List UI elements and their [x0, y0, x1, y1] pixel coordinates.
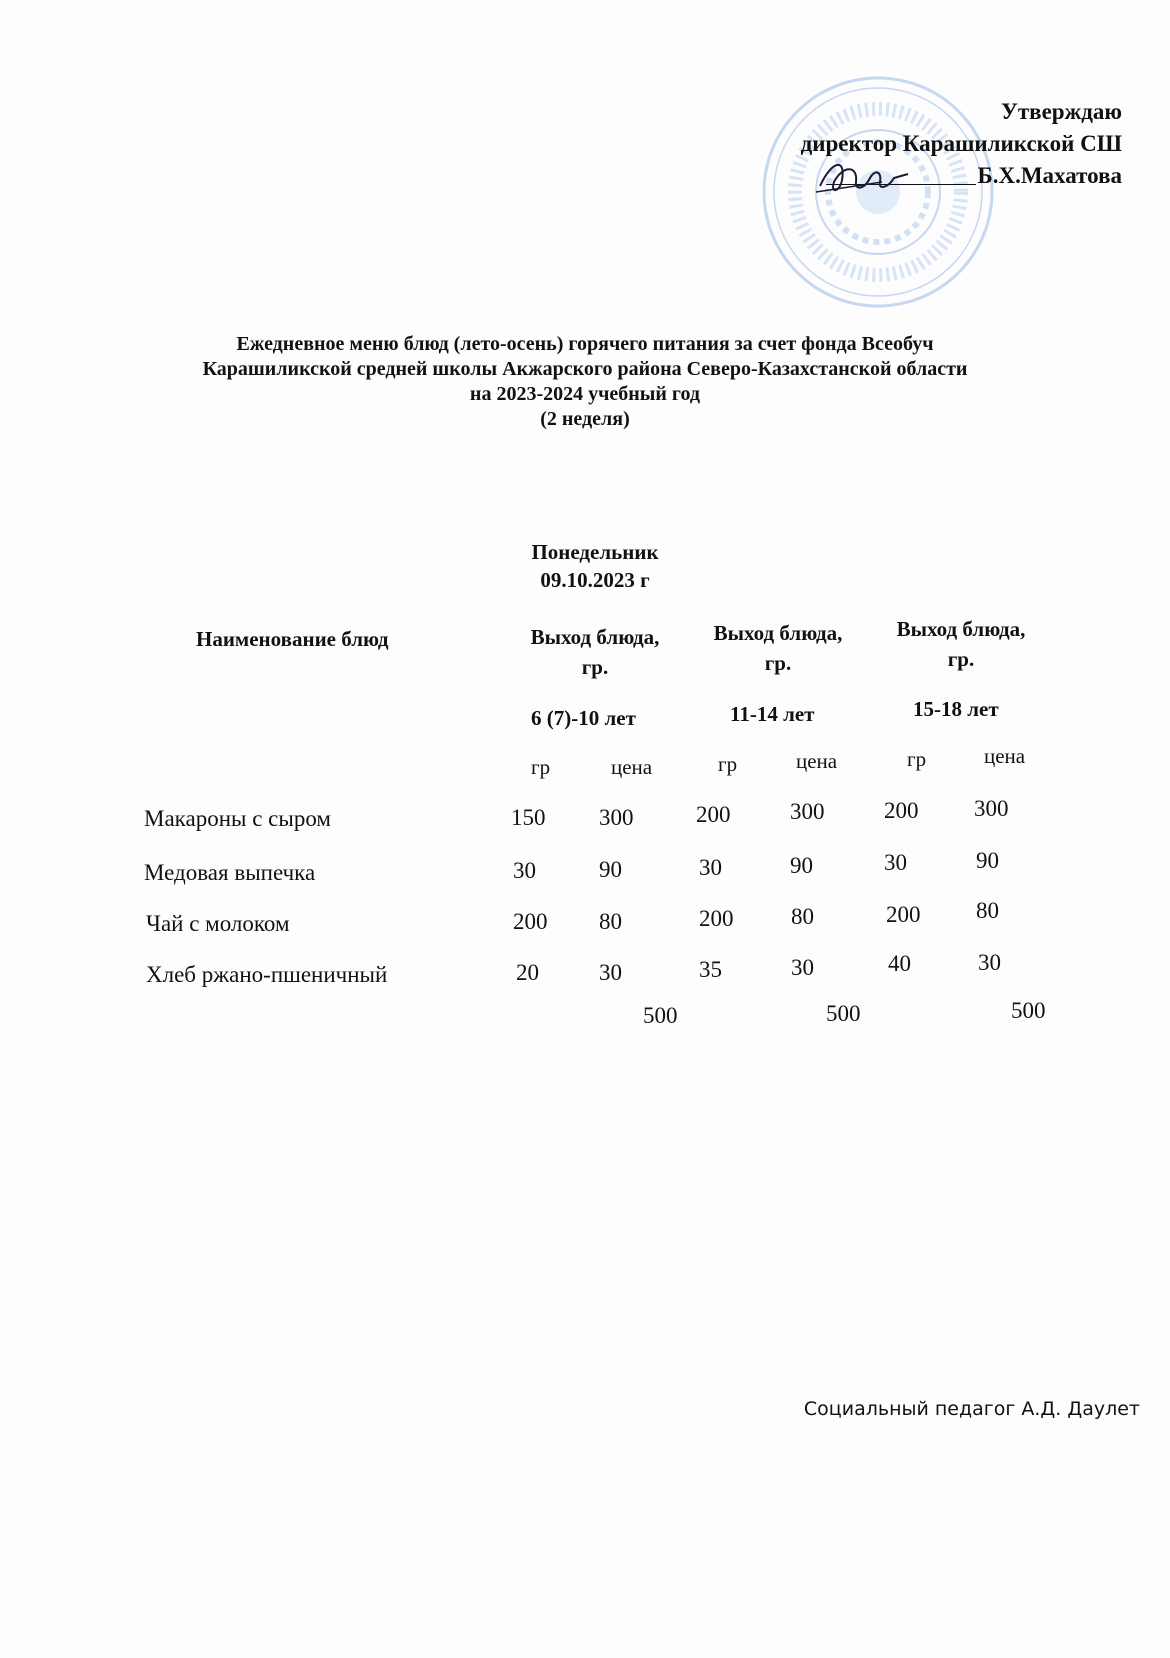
row-2-g1-gr: 30	[513, 858, 536, 883]
group-3-title	[866, 614, 1056, 674]
row-2-g3-price: 90	[976, 848, 999, 873]
group-1-age: 6 (7)-10 лет	[531, 706, 636, 730]
row-1-g2-gr: 200	[696, 802, 731, 827]
row-1-g3-price: 300	[974, 796, 1009, 821]
row-1-g1-gr: 150	[511, 805, 546, 830]
dish-name-header: Наименование блюд	[196, 627, 389, 651]
heading-line-3: на 2023-2024 учебный год	[469, 383, 701, 405]
row-2-g2-price: 90	[790, 853, 813, 878]
row-3-g1-price: 80	[599, 909, 622, 934]
row-4-g3-price: 30	[978, 950, 1001, 975]
group-1-price-header: цена	[611, 755, 653, 779]
day-block	[0, 538, 1170, 594]
row-3-g2-gr: 200	[699, 906, 734, 931]
group-3-price-header: цена	[984, 744, 1026, 768]
group-3-title-line-1: Выход блюда,	[896, 617, 1026, 641]
heading-line-4: (2 неделя)	[540, 408, 630, 430]
row-3-g2-price: 80	[791, 904, 814, 929]
group-2-gr-header: гр	[718, 752, 738, 776]
group-1-title	[500, 622, 690, 682]
group-3-total: 500	[1011, 998, 1046, 1023]
row-4-g1-price: 30	[599, 960, 622, 985]
row-1-g1-price: 300	[599, 805, 634, 830]
director-signature	[812, 152, 932, 202]
social-pedagogue-signature: Социальный педагог А.Д. Даулет	[803, 1398, 1140, 1420]
menu-heading	[0, 332, 1170, 432]
row-2-g2-gr: 30	[699, 855, 722, 880]
group-1-title-line-1: Выход блюда,	[530, 625, 660, 649]
director-title: директор Карашиликской СШ	[800, 131, 1122, 156]
row-1-g2-price: 300	[790, 799, 825, 824]
group-1-total: 500	[643, 1003, 678, 1028]
row-2-g3-gr: 30	[884, 850, 907, 875]
group-2-title	[683, 618, 873, 678]
group-3-age: 15-18 лет	[913, 697, 999, 721]
group-2-title-line-1: Выход блюда,	[713, 621, 843, 645]
day-name: Понедельник	[531, 540, 659, 564]
group-2-age: 11-14 лет	[730, 702, 815, 726]
dish-name: Медовая выпечка	[144, 860, 316, 885]
group-2-title-line-2: гр.	[764, 651, 792, 675]
row-4-g1-gr: 20	[516, 960, 539, 985]
row-4-g3-gr: 40	[888, 951, 911, 976]
director-name: Б.Х.Махатова	[977, 163, 1122, 188]
dish-name: Чай с молоком	[146, 911, 290, 936]
row-3-g3-gr: 200	[886, 902, 921, 927]
row-3-g1-gr: 200	[513, 909, 548, 934]
group-2-total: 500	[826, 1001, 861, 1026]
row-2-g1-price: 90	[599, 857, 622, 882]
group-1-title-line-2: гр.	[581, 655, 609, 679]
group-3-gr-header: гр	[907, 747, 927, 771]
approval-title: Утверждаю	[1001, 99, 1122, 124]
row-4-g2-gr: 35	[699, 957, 722, 982]
heading-line-1: Ежедневное меню блюд (лето-осень) горячего питания за счет фонда Всеобуч	[236, 333, 934, 355]
dish-name: Макароны с сыром	[144, 806, 331, 831]
heading-line-2: Карашиликской средней школы Акжарского района Северо-Казахстанской области	[202, 358, 968, 380]
day-date: 09.10.2023 г	[540, 568, 650, 592]
row-3-g3-price: 80	[976, 898, 999, 923]
group-3-title-line-2: гр.	[947, 647, 975, 671]
row-1-g3-gr: 200	[884, 798, 919, 823]
row-4-g2-price: 30	[791, 955, 814, 980]
group-1-gr-header: гр	[531, 755, 551, 779]
dish-name: Хлеб ржано-пшеничный	[146, 962, 388, 987]
group-2-price-header: цена	[796, 749, 838, 773]
